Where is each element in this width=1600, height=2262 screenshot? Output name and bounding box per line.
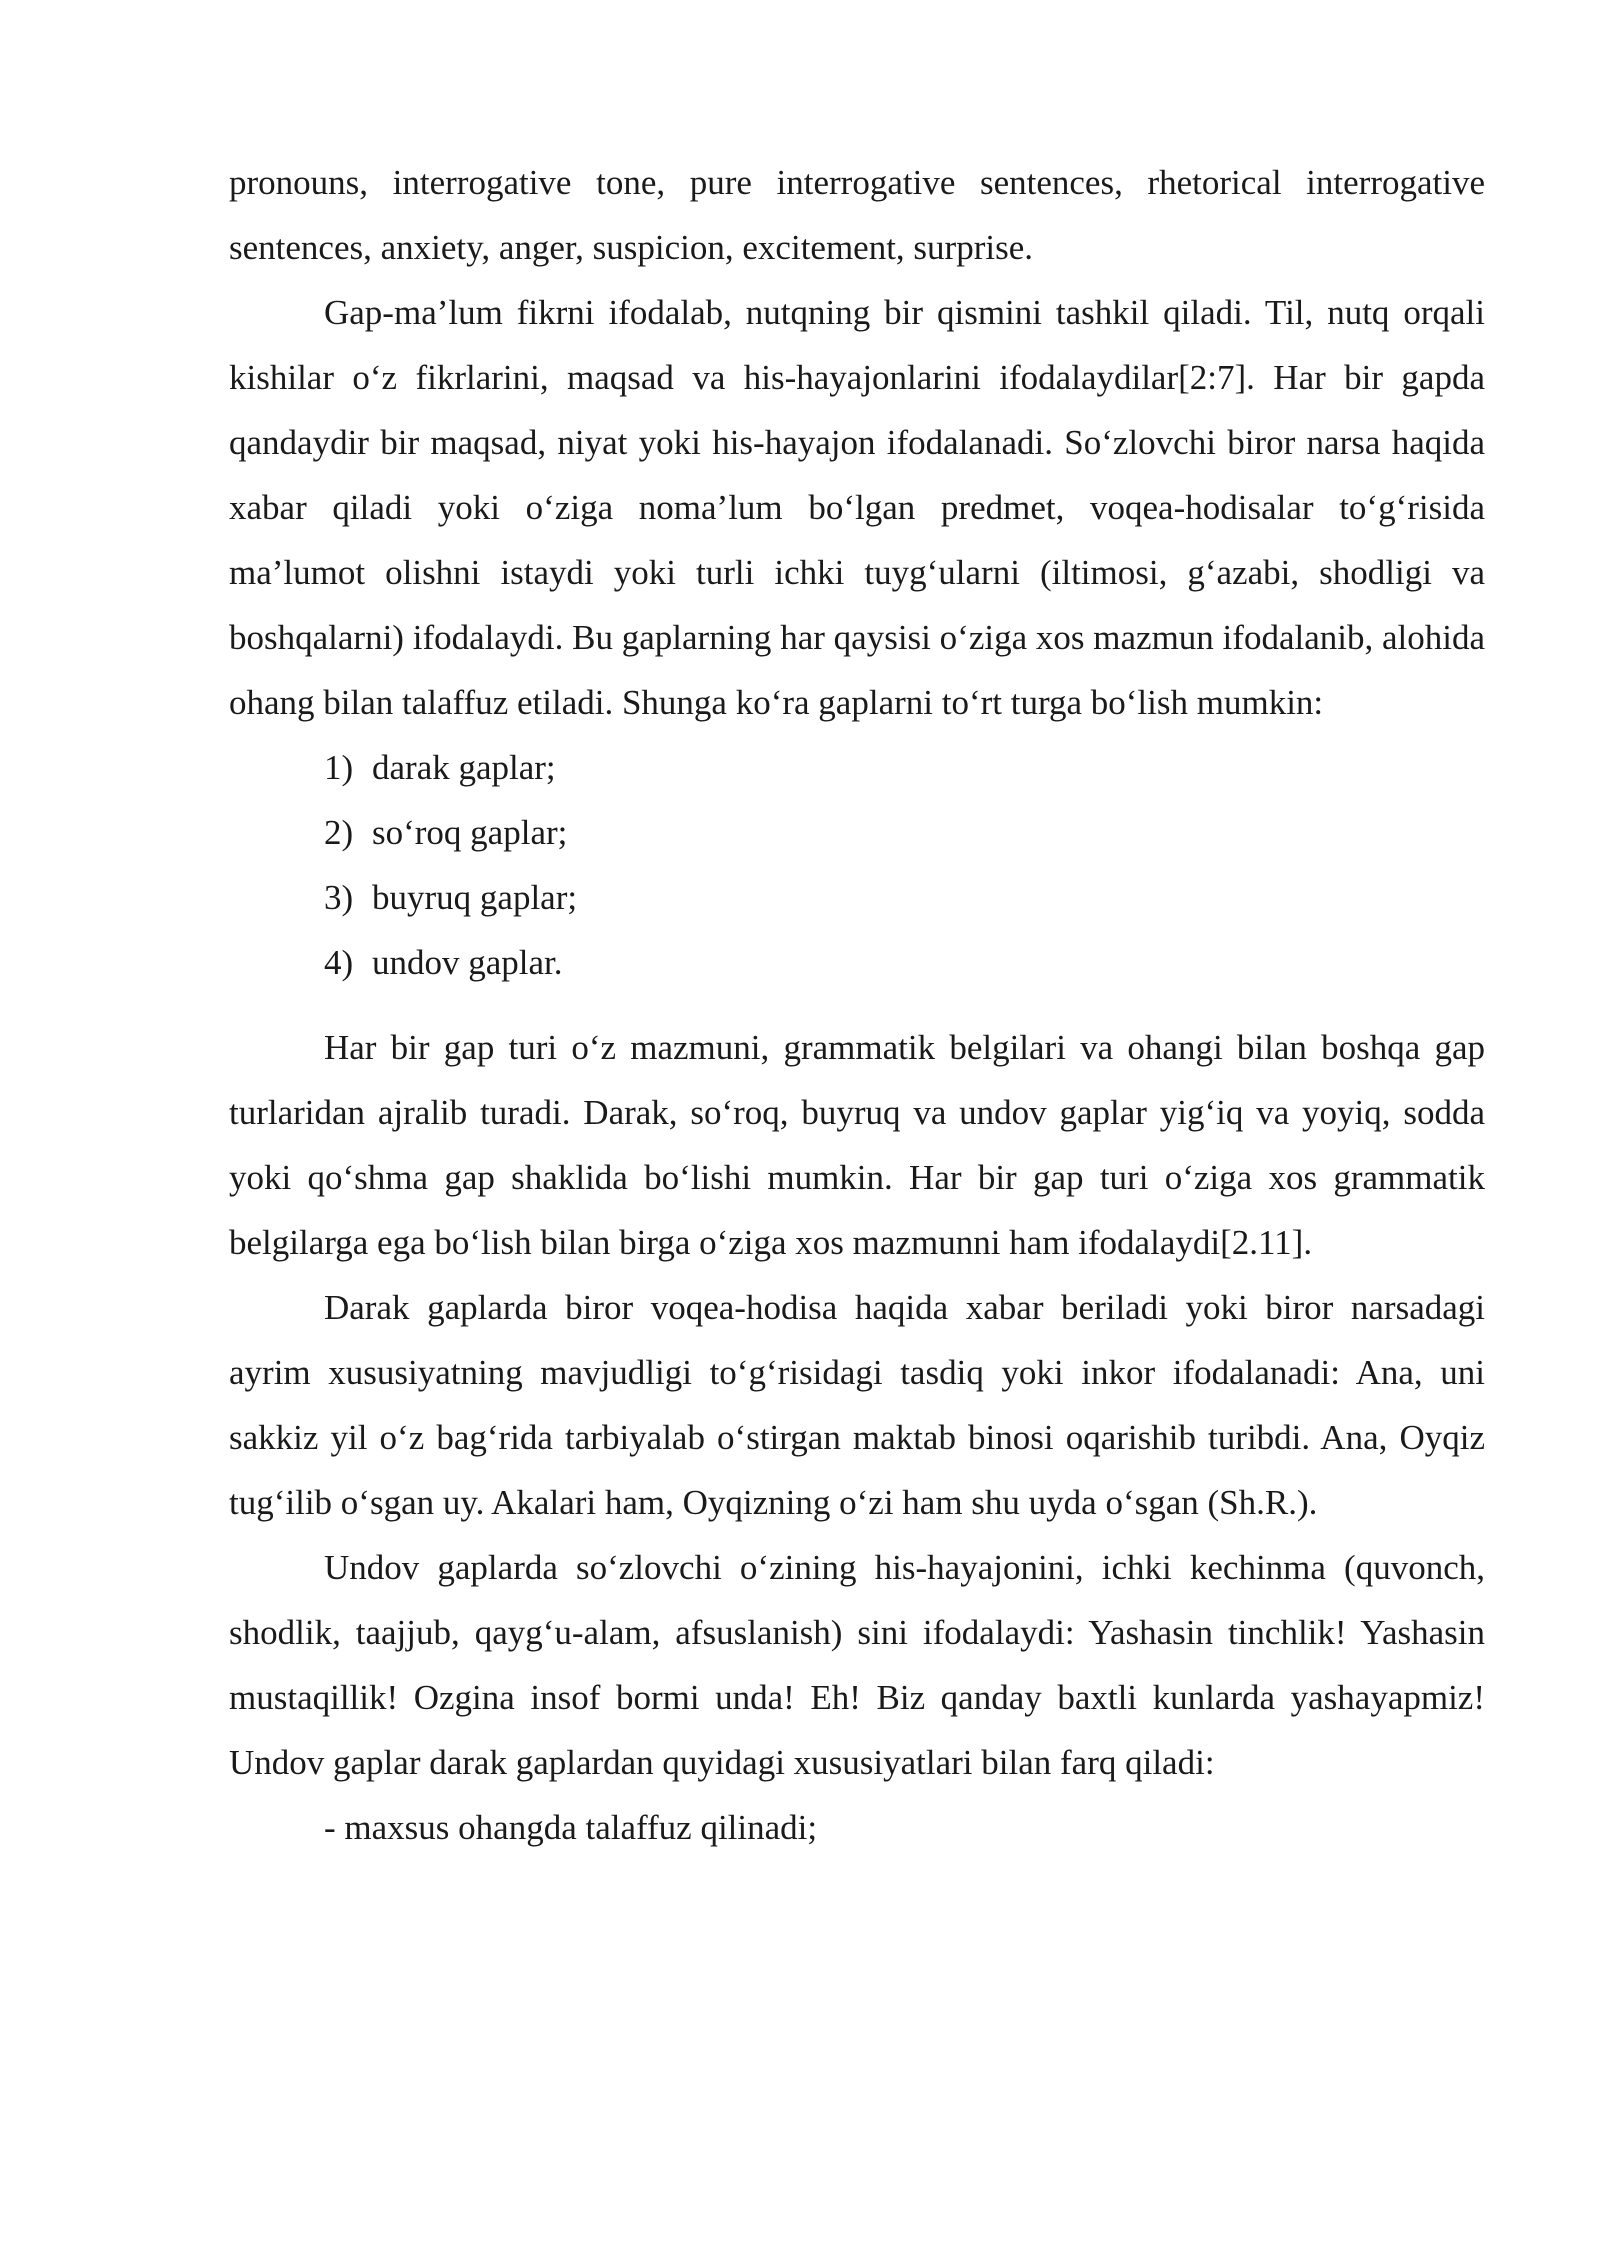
list-spacer — [229, 995, 1485, 1015]
undov-gaplar-paragraph: Undov gaplarda so‘zlovchi o‘zining his-hayajonini, ichki kechinma (quvonch, shodlik, taajjub, qayg‘u-alam, afsuslanish) sini ifodalaydi: Yashasin tinchlik! Yashasin mustaqillik! Ozgina insof bormi unda! Eh! Biz qanday baxtli kunlarda yashayapmiz! Undov gaplar darak gaplardan quyidagi xususiyatlari bilan farq qiladi: — [229, 1548, 1485, 1782]
gap-turlari-paragraph: Har bir gap turi o‘z mazmuni, grammatik belgilari va ohangi bilan boshqa gap turlaridan ajralib turadi. Darak, so‘roq, buyruq va undov gaplar yig‘iq va yoyiq, sodda yoki qo‘shma gap shaklida bo‘lishi mumkin. Har bir gap turi o‘ziga xos grammatik belgilarga ega bo‘lish bilan birga o‘ziga xos mazmunni ham ifodalaydi[2.11]. — [229, 1028, 1485, 1262]
intro-paragraph: Gap-ma’lum fikrni ifodalab, nutqning bir qismini tashkil qiladi. Til, nutq orqali kishilar o‘z fikrlarini, maqsad va his-hayajonlarini ifodalaydilar[2:7]. Har bir gapda qandaydir bir maqsad, niyat yoki his-hayajon ifodalanadi. So‘zlovchi biror narsa haqida xabar qiladi yoki o‘ziga noma’lum bo‘lgan predmet, voqea-hodisalar to‘g‘risida ma’lumot olishni istaydi yoki turli ichki tuyg‘ularni (iltimosi, g‘azabi, shodligi va boshqalarni) ifodalaydi. Bu gaplarning har qaysisi o‘ziga xos mazmun ifodalanib, alohida ohang bilan talaffuz etiladi. Shunga ko‘ra gaplarni to‘rt turga bo‘lish mumkin: — [229, 293, 1485, 722]
darak-gaplar-paragraph: Darak gaplarda biror voqea-hodisa haqida xabar beriladi yoki biror narsadagi ayrim xususiyatning mavjudligi to‘g‘risidagi tasdiq yoki inkor ifodalanadi: Ana, uni sakkiz yil o‘z bag‘rida tarbiyalab o‘stirgan maktab binosi oqarishib turibdi. Ana, Oyqiz tug‘ilib o‘sgan uy. Akalari ham, Oyqizning o‘zi ham shu uyda o‘sgan (Sh.R.). — [229, 1288, 1485, 1522]
list-item — [229, 800, 1485, 865]
list-item-text: buyruq gaplar; — [372, 878, 578, 917]
sentence-types-list — [229, 735, 1485, 995]
list-item-number: 3) — [324, 878, 354, 917]
keywords-tail-paragraph: pronouns, interrogative tone, pure interrogative sentences, rhetorical interrogative sentences, anxiety, anger, suspicion, excitement, surprise. — [229, 163, 1485, 267]
list-item-number: 2) — [324, 813, 354, 852]
list-item — [229, 930, 1485, 995]
list-item — [229, 865, 1485, 930]
dash-list-item: - maxsus ohangda talaffuz qilinadi; — [324, 1808, 818, 1847]
list-item-text: darak gaplar; — [372, 748, 556, 787]
list-item-text: so‘roq gaplar; — [372, 813, 568, 852]
list-item — [229, 735, 1485, 800]
list-item-number: 1) — [324, 748, 354, 787]
list-item-text: undov gaplar. — [372, 943, 563, 982]
document-page — [229, 150, 1485, 1860]
list-item-number: 4) — [324, 943, 354, 982]
